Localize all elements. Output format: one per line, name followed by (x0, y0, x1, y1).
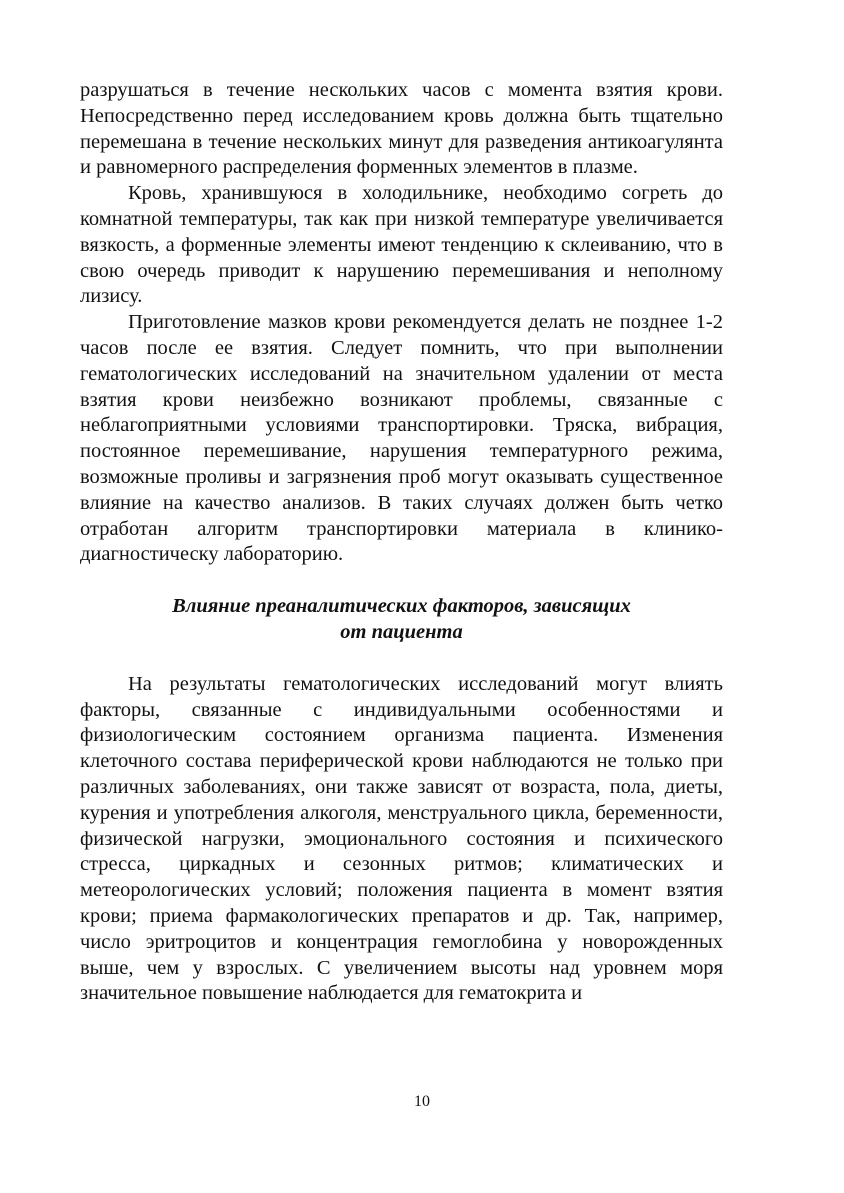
section-heading-line-1: Влияние преаналитических факторов, зависящих (172, 595, 631, 618)
section-heading (80, 594, 723, 646)
paragraph-storage-mixing: разрушаться в течение нескольких часов с момента взятия крови. Непосредственно перед исследованием кровь должна быть тщательно перемешана в течение нескольких минут для разведения антикоагулянта и равномерного распределения форменных элементов в плазме. (80, 79, 723, 179)
paragraph-blood-smears: Приготовление мазков крови рекомендуется делать не позднее 1-2 часов после ее взятия. Следует помнить, что при выполнении гематологических исследований на значительном удалении от места взятия крови неизбежно возникают проблемы, связанные с неблагоприятными условиями транспортировки. Тряска, вибрация, постоянное перемешивание, нарушения температурного режима, возможные проливы и загрязнения проб могут оказывать существенное влияние на качество анализов. В таких случаях должен быть четко отработан алгоритм транспортировки материала в клинико-диагностическу лабораторию. (80, 311, 723, 566)
paragraph-patient-factors: На результаты гематологических исследований могут влиять факторы, связанные с индивидуальными особенностями и физиологическим состоянием организма пациента. Изменения клеточного состава периферической крови наблюдаются не только при различных заболеваниях, они также зависят от возраста, пола, диеты, курения и употребления алкоголя, менструального цикла, беременности, физической нагрузки, эмоционального состояния и психического стресса, циркадных и сезонных ритмов; климатических и метеорологических условий; положения пациента в момент взятия крови; приема фармакологических препаратов и др. Так, например, число эритроцитов и концентрация гемоглобина у новорожденных выше, чем у взрослых. С увеличением высоты над уровнем моря значительное повышение наблюдается для гематокрита и (80, 672, 723, 1005)
page-number: 10 (414, 1093, 430, 1110)
section-heading-line-2: от пациента (340, 620, 463, 643)
paragraph-refrigerated-blood: Кровь, хранившуюся в холодильнике, необходимо согреть до комнатной температуры, так как при низкой температуре увеличивается вязкость, а форменные элементы имеют тенденцию к склеиванию, что в свою очередь приводит к нарушению перемешивания и неполному лизису. (80, 182, 723, 308)
document-page (80, 78, 723, 1007)
